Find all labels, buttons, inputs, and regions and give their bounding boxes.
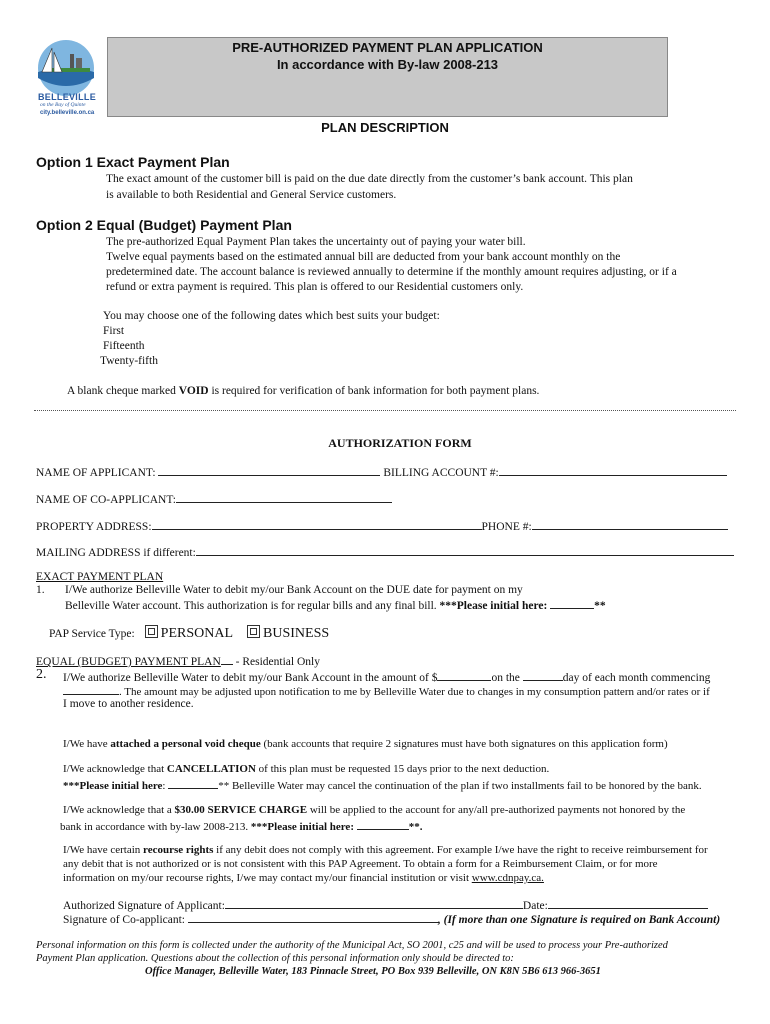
property-row: PROPERTY ADDRESS: PHONE #: [36, 518, 728, 535]
city-logo [30, 38, 102, 122]
service-charge-note: I/We acknowledge that a $30.00 SERVICE CHARGE will be applied to the account for any/all pre-authorized payments not honored by the [63, 804, 686, 816]
signature-row: Authorized Signature of Applicant: Date: [63, 897, 708, 914]
exact-number: 1. [36, 584, 45, 596]
service-charge-initial: bank in accordance with by-law 2008-213. ***Please initial here: **. [60, 818, 422, 835]
option1-line: The exact amount of the customer bill is paid on the due date directly from the customer’s bank account. This plan [106, 173, 633, 185]
date-option: First [103, 325, 125, 337]
cdnpay-link[interactable]: www.cdnpay.ca. [471, 872, 544, 884]
footer-privacy-line1: Personal information on this form is collected under the authority of the Municipal Act, SO 2001, c25 and will be used to process your Pre-authorized [36, 940, 668, 951]
equal-amount-field[interactable] [437, 669, 491, 681]
property-address-field[interactable] [152, 518, 482, 530]
exact-line1: I/We authorize Belleville Water to debit my/our Bank Account on the DUE date for payment on my [65, 584, 523, 596]
footer-contact: Office Manager, Belleville Water, 183 Pinnacle Street, PO Box 939 Belleville, ON K8N 5B6 613 966-3651 [145, 966, 601, 977]
void-cheque-note: I/We have attached a personal void cheque (bank accounts that require 2 signatures must have both signatures on this application form) [63, 738, 668, 750]
dates-intro: You may choose one of the following dates which best suits your budget: [103, 310, 440, 322]
mailing-address-field[interactable] [196, 544, 734, 556]
applicant-row: NAME OF APPLICANT: BILLING ACCOUNT #: [36, 464, 736, 481]
page-title: PRE-AUTHORIZED PAYMENT PLAN APPLICATION [232, 40, 543, 55]
exact-line2: Belleville Water account. This authorization is for regular bills and any final bill. ***Please initial here: ** [65, 597, 606, 614]
equal-line2: . The amount may be adjusted upon notification to me by Belleville Water due to changes in my consumption pattern and/or rates or if [63, 683, 710, 700]
cancellation-initial-field[interactable] [168, 777, 218, 789]
date-option: Twenty-fifth [100, 355, 158, 367]
footer-privacy-line2: Payment Plan application. Questions about the collection of this personal information only should be directed to: [36, 953, 514, 964]
equal-line3: I move to another residence. [63, 698, 194, 710]
authorization-form-heading: AUTHORIZATION FORM [328, 436, 472, 450]
option1-line: is available to both Residential and General Service customers. [106, 189, 397, 201]
recourse-line2: any debit that is not authorized or is not consistent with this PAP Agreement. To obtain a form for a Reimbursement Claim, or for more [63, 858, 658, 870]
cosignature-row: Signature of Co-applicant: , (If more than one Signature is required on Bank Account) [63, 911, 720, 928]
equal-line1: I/We authorize Belleville Water to debit my/our Bank Account in the amount of $ on the day of each month commencing [63, 669, 710, 686]
option2-line: predetermined date. The account balance is reviewed annually to determine if the monthly amount requires adjusting, or if a [106, 266, 677, 278]
equal-commencing-field[interactable] [63, 683, 119, 695]
phone-field[interactable] [532, 518, 728, 530]
date-option: Fifteenth [103, 340, 145, 352]
equal-day-field[interactable] [523, 669, 563, 681]
option1-title: Option 1 Exact Payment Plan [36, 154, 230, 170]
applicant-signature-field[interactable] [225, 897, 523, 909]
logo-url: city.belleville.on.ca [40, 110, 95, 116]
option2-line: The pre-authorized Equal Payment Plan takes the uncertainty out of paying your water bill. [106, 236, 526, 248]
service-charge-initial-field[interactable] [357, 818, 409, 830]
business-checkbox[interactable] [247, 625, 260, 638]
equal-plan-heading-row: EQUAL (BUDGET) PAYMENT PLAN - Residential Only [36, 656, 320, 668]
cheque-note: A blank cheque marked VOID is required for verification of bank information for both payment plans. [67, 385, 540, 397]
cancellation-note: I/We acknowledge that CANCELLATION of this plan must be requested 15 days prior to the next deduction. [63, 763, 550, 775]
logo-tagline: on the Bay of Quinte [40, 102, 86, 108]
coapplicant-row: NAME OF CO-APPLICANT: [36, 491, 392, 508]
logo-emblem-icon [30, 38, 102, 98]
exact-initial-field[interactable] [550, 597, 594, 609]
date-field[interactable] [548, 897, 708, 909]
mailing-row: MAILING ADDRESS if different: [36, 544, 734, 561]
personal-label: PERSONAL [160, 626, 234, 641]
logo-name: BELLEVILLE [38, 92, 97, 102]
exact-plan-heading: EXACT PAYMENT PLAN [36, 571, 164, 583]
option2-line: Twelve equal payments based on the estimated annual bill are deducted from your bank account monthly on the [106, 251, 621, 263]
plan-description-heading: PLAN DESCRIPTION [321, 120, 449, 135]
recourse-line1: I/We have certain recourse rights if any debit does not comply with this agreement. For example I/we have the right to receive reimbursement for [63, 844, 708, 856]
option2-title: Option 2 Equal (Budget) Payment Plan [36, 217, 292, 233]
applicant-name-field[interactable] [158, 464, 380, 476]
pap-service-type: PAP Service Type: PERSONAL BUSINESS [49, 626, 330, 641]
option2-line: refund or extra payment is required. This plan is offered to our Residential customers only. [106, 281, 524, 293]
business-label: BUSINESS [263, 626, 330, 641]
coapplicant-signature-field[interactable] [188, 911, 438, 923]
recourse-line3: information on my/our recourse rights, I/we may contact my/our financial institution or visit www.cdnpay.ca. [63, 872, 544, 884]
page-subtitle: In accordance with By-law 2008-213 [276, 57, 499, 72]
personal-checkbox[interactable] [145, 625, 158, 638]
section-divider [34, 410, 736, 411]
billing-account-field[interactable] [499, 464, 727, 476]
cancellation-initial: ***Please initial here: ** Belleville Water may cancel the continuation of the plan if two installments fail to be honored by the bank. [63, 777, 702, 794]
coapplicant-name-field[interactable] [176, 491, 392, 503]
equal-number: 2. [36, 667, 47, 682]
